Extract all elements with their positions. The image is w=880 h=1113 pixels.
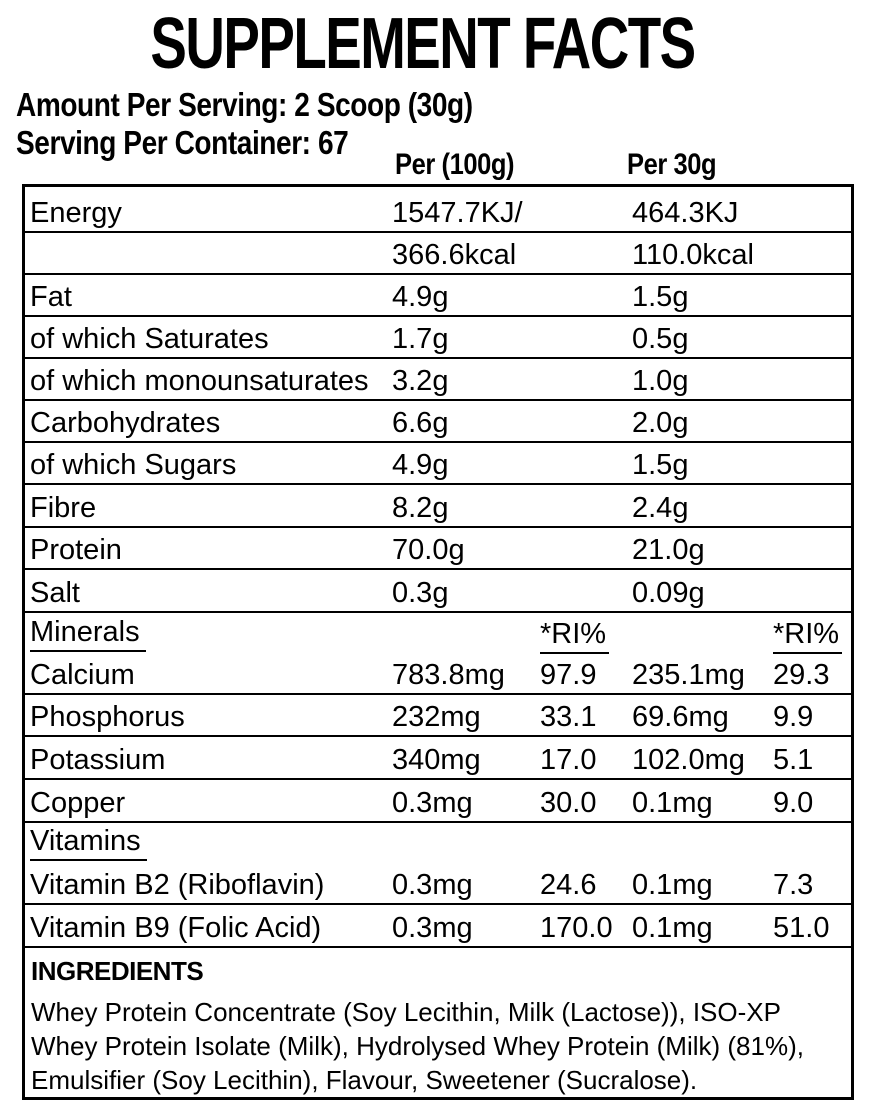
vitamins-section-title: Vitamins <box>30 827 147 861</box>
nutrient-label: Fat <box>30 281 72 313</box>
table-row-energy-kcal <box>25 233 851 275</box>
per-100g-value: 4.9g <box>392 449 449 481</box>
table-row-protein <box>25 528 851 570</box>
per-100g-value: 1547.7KJ/ <box>392 197 523 229</box>
ri-30g-value: 9.0 <box>773 787 814 819</box>
column-header-per-100g: Per (100g) <box>395 148 515 181</box>
per-100g-value: 0.3mg <box>392 912 473 944</box>
ingredients-section <box>25 948 851 1099</box>
per-100g-value: 0.3mg <box>392 869 473 901</box>
table-row-monounsaturates <box>25 359 851 401</box>
per-30g-value: 0.1mg <box>632 869 713 901</box>
per-30g-value: 21.0g <box>632 534 705 566</box>
table-row-calcium <box>25 653 851 693</box>
nutrient-label: Potassium <box>30 744 166 776</box>
ri-percent-header-100g: *RI% <box>540 620 609 654</box>
nutrient-label: Calcium <box>30 659 135 691</box>
per-30g-value: 0.1mg <box>632 912 713 944</box>
table-row-saturates <box>25 317 851 359</box>
per-100g-value: 340mg <box>392 744 481 776</box>
per-100g-value: 6.6g <box>392 407 449 439</box>
ri-30g-value: 5.1 <box>773 744 814 776</box>
nutrient-label: Vitamin B9 (Folic Acid) <box>30 912 322 944</box>
per-100g-value: 0.3mg <box>392 787 473 819</box>
ri-30g-value: 9.9 <box>773 701 814 733</box>
per-30g-value: 1.5g <box>632 449 689 481</box>
nutrient-label: Fibre <box>30 492 97 524</box>
ri-100g-value: 97.9 <box>540 659 597 691</box>
ingredients-text: Whey Protein Concentrate (Soy Lecithin, Milk (Lactose)), ISO-XP Whey Protein Isolate (Milk), Hydrolysed Whey Protein (Milk) (81%), Emulsifier (Soy Lecithin), Flavour, Sweetener (Sucralose). <box>31 997 804 1095</box>
ri-100g-value: 170.0 <box>540 912 613 944</box>
table-row-vitamin-b9 <box>25 905 851 948</box>
nutrient-label: of which Sugars <box>30 449 237 481</box>
per-30g-value: 2.4g <box>632 492 689 524</box>
table-row-energy <box>25 187 851 233</box>
per-30g-value: 464.3KJ <box>632 197 739 229</box>
per-30g-value: 235.1mg <box>632 659 745 691</box>
nutrient-label: Energy <box>30 197 122 229</box>
nutrient-label: Protein <box>30 534 122 566</box>
per-100g-value: 366.6kcal <box>392 239 517 271</box>
nutrient-label: Salt <box>30 577 80 609</box>
per-100g-value: 783.8mg <box>392 659 505 691</box>
per-30g-value: 110.0kcal <box>632 239 754 271</box>
per-30g-value: 69.6mg <box>632 701 729 733</box>
table-row-vitamin-b2 <box>25 863 851 905</box>
ri-30g-value: 29.3 <box>773 659 830 691</box>
nutrient-label: Carbohydrates <box>30 407 221 439</box>
table-row-salt <box>25 570 851 613</box>
per-30g-value: 0.09g <box>632 577 705 609</box>
table-row-fat <box>25 275 851 317</box>
table-row-phosphorus <box>25 695 851 737</box>
nutrient-label: Phosphorus <box>30 701 185 733</box>
table-section-minerals <box>25 613 851 695</box>
per-30g-value: 1.5g <box>632 281 689 313</box>
ri-100g-value: 33.1 <box>540 701 597 733</box>
per-100g-value: 1.7g <box>392 323 449 355</box>
per-30g-value: 102.0mg <box>632 744 745 776</box>
minerals-section-title: Minerals <box>30 618 146 652</box>
ri-30g-value: 7.3 <box>773 869 814 901</box>
table-row-fibre <box>25 485 851 528</box>
per-100g-value: 4.9g <box>392 281 449 313</box>
ri-100g-value: 30.0 <box>540 787 597 819</box>
per-100g-value: 232mg <box>392 701 481 733</box>
table-row-copper <box>25 780 851 823</box>
ingredients-heading: INGREDIENTS <box>31 956 204 986</box>
nutrient-label: of which monounsaturates <box>30 365 369 397</box>
ri-30g-value: 51.0 <box>773 912 830 944</box>
facts-table <box>22 184 854 1100</box>
column-header-per-30g: Per 30g <box>627 148 717 181</box>
nutrient-label: of which Saturates <box>30 323 269 355</box>
per-30g-value: 1.0g <box>632 365 689 397</box>
table-row-carbohydrates <box>25 401 851 443</box>
amount-per-serving: Amount Per Serving: 2 Scoop (30g) <box>16 86 473 123</box>
per-100g-value: 3.2g <box>392 365 449 397</box>
table-row-sugars <box>25 443 851 485</box>
ri-percent-header-30g: *RI% <box>773 620 842 654</box>
per-30g-value: 0.5g <box>632 323 689 355</box>
label-title: SUPPLEMENT FACTS <box>150 4 695 84</box>
per-100g-value: 8.2g <box>392 492 449 524</box>
servings-per-container: Serving Per Container: 67 <box>16 124 349 161</box>
ri-100g-value: 24.6 <box>540 869 597 901</box>
table-row-potassium <box>25 737 851 780</box>
per-30g-value: 2.0g <box>632 407 689 439</box>
ri-100g-value: 17.0 <box>540 744 597 776</box>
table-section-vitamins <box>25 823 851 863</box>
nutrient-label: Vitamin B2 (Riboflavin) <box>30 869 325 901</box>
per-30g-value: 0.1mg <box>632 787 713 819</box>
nutrient-label: Copper <box>30 787 126 819</box>
per-100g-value: 70.0g <box>392 534 465 566</box>
minerals-header-line <box>25 614 851 654</box>
per-100g-value: 0.3g <box>392 577 449 609</box>
